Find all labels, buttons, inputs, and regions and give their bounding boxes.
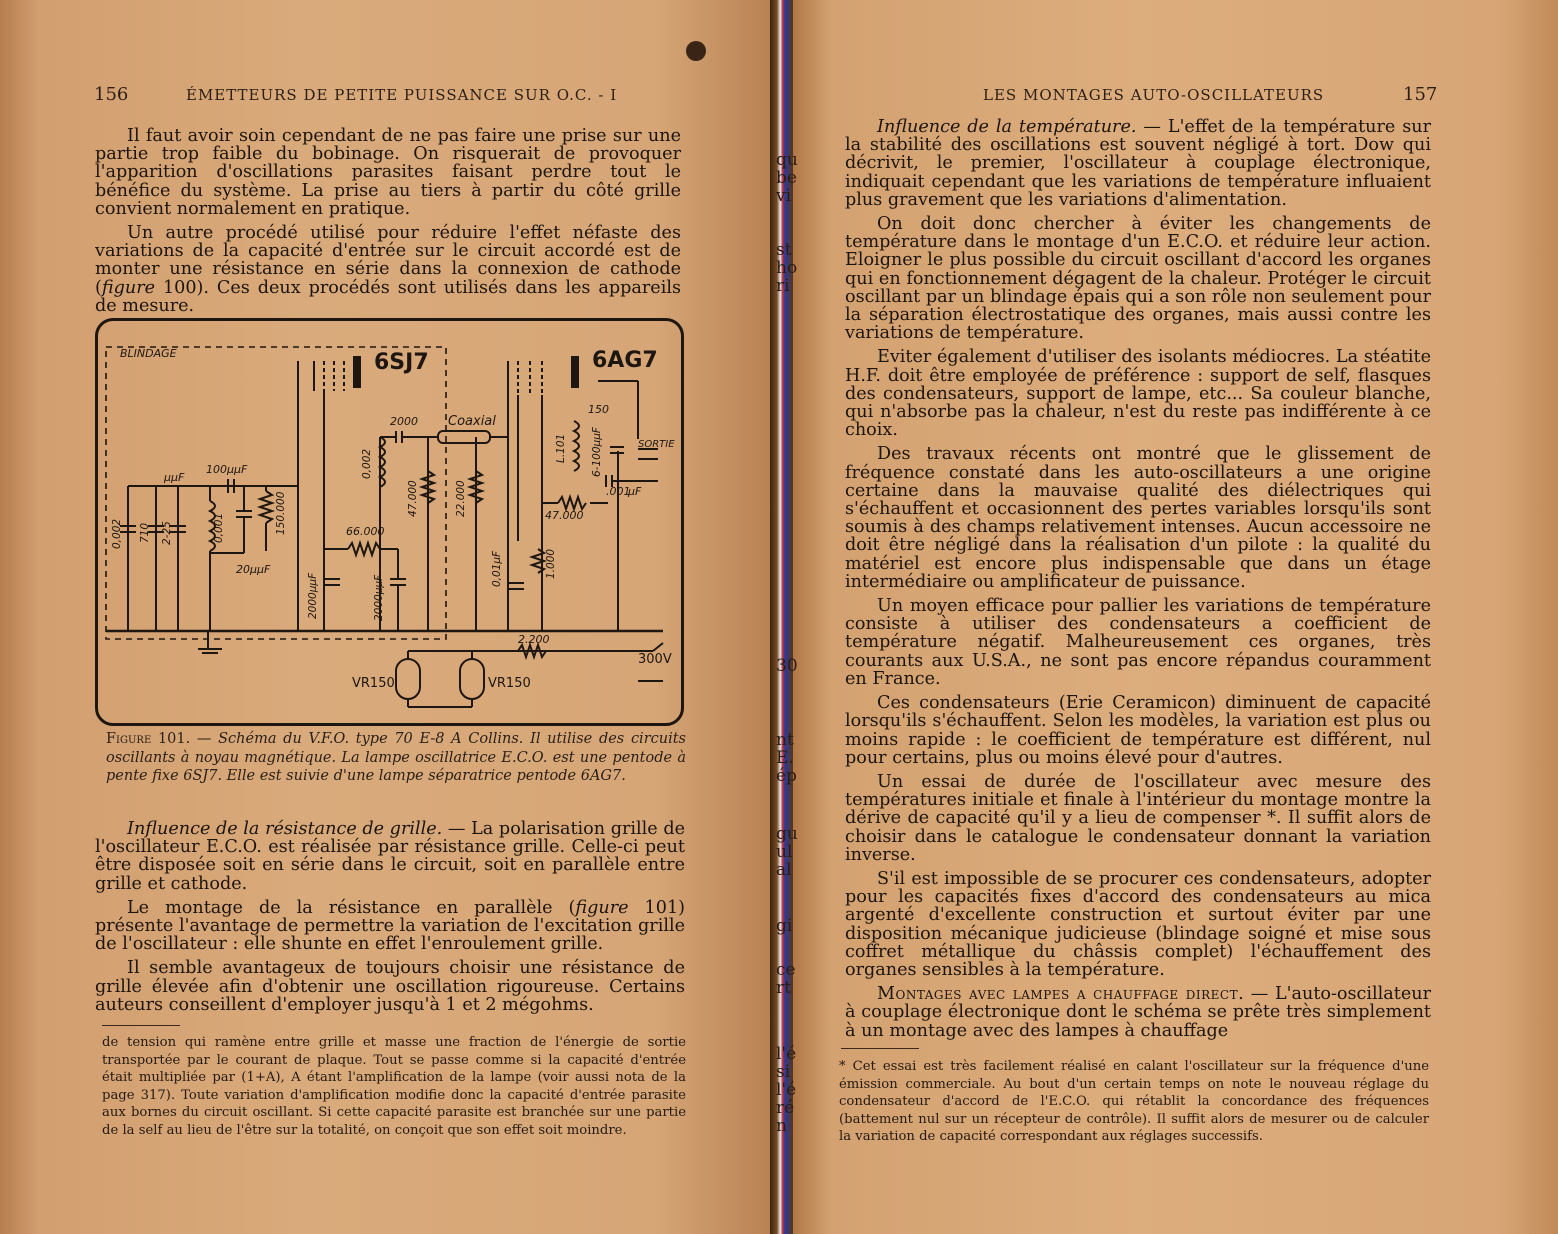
- figure-caption: Figure 101. — Schéma du V.F.O. type 70 E-8 A Collins. Il utilise des circuits oscillants à noyau magnétique. La lampe oscillatrice E.C.O. est une pentode à pente fixe 6SJ7. Elle est suivie d'une lampe séparatrice pentode 6AG7.: [106, 731, 686, 784]
- label-66000: 66.000: [346, 525, 385, 538]
- running-head-right: LES MONTAGES AUTO-OSCILLATEURS: [983, 86, 1325, 104]
- page-number-left: 156: [94, 84, 129, 105]
- label-c-6100uuf: 6-100µµF: [591, 427, 603, 477]
- label-300v: 300V: [638, 652, 672, 667]
- label-20uuf: 20µµF: [236, 563, 271, 576]
- label-r-22000: 22.000: [455, 480, 467, 517]
- label-r-1000: 1.000: [545, 548, 557, 579]
- label-r-150000: 150.000: [275, 491, 287, 535]
- paragraph: Montages avec lampes a chauffage direct. — L'auto-oscillateur à couplage électronique dont le schéma se prête très simplement à un montage avec des lampes à chauffage: [845, 984, 1431, 1041]
- label-100uuf: 100µµF: [206, 463, 248, 476]
- label-tube-6ag7: 6AG7: [592, 348, 658, 373]
- paragraph: Un essai de durée de l'oscillateur avec mesure des températures initiale et finale à l'intérieur du montage montre la dérive de capacité qu'il y a lieu de compenser *. Il suffit alors de choisir dans le catalogue le condensateur donnant la variation inverse.: [845, 771, 1431, 865]
- paragraph: Un moyen efficace pour pallier les variations de température consiste à utiliser des condensateurs a coefficient de température négatif. Malheureusement ces organes, très courants aux U.S.A., ne sont pas encore répandus couramment en France.: [845, 596, 1431, 689]
- circuit-schematic: [95, 318, 684, 726]
- label-c-2000uuf-b: 2000µµF: [373, 574, 385, 621]
- label-2200: 2.200: [518, 633, 550, 646]
- label-r-47000a: 47.000: [407, 480, 419, 517]
- footnote-rule: [102, 1025, 180, 1026]
- left-page: [0, 0, 770, 1234]
- paragraph: Influence de la température. — L'effet de la température sur la stabilité des oscillations est souvent négligé à tort. Dow qui décrivit, le premier, l'oscillateur à couplage électronique, indiquait cependant que les variations de température influaient plus gravement que les variations d'alimentation.: [845, 117, 1431, 210]
- label-c-0001: 0,001: [213, 512, 225, 543]
- label-coaxial: Coaxial: [448, 414, 496, 429]
- label-uf: µF: [628, 485, 642, 498]
- label-c-2000uuf-a: 2000µµF: [307, 572, 319, 619]
- label-c-0002: 0,002: [111, 518, 123, 549]
- label-uuf-small: µµF: [164, 471, 185, 484]
- left-body-bottom: [95, 820, 685, 1020]
- paragraph: S'il est impossible de se procurer ces condensateurs, adopter pour les capacités fixes d'accord des condensateurs au mica argenté d'excellente construction et surtout éviter par une disposition mécanique judicieuse (blindage soigné et mise sous coffret métallique du châssis complet) l'échauffement des organes sensibles à la température.: [845, 868, 1431, 980]
- paragraph: Il faut avoir soin cependant de ne pas faire une prise sur une partie trop faible du bobinage. On risquerait de provoquer l'apparition d'oscillations parasites faisant perdre tout le bénéfice du système. La prise au tiers à partir du côté grille convient normalement en pratique.: [95, 126, 681, 219]
- right-body: [845, 118, 1431, 1046]
- label-vr150-b: VR150: [488, 676, 531, 691]
- label-l-101: L.101: [555, 433, 567, 463]
- label-l-0002: 0,002: [361, 448, 373, 479]
- label-c-001: .001: [606, 485, 631, 498]
- paragraph: Des travaux récents ont montré que le glissement de fréquence constaté dans les auto-oscillateurs a une origine certaine dans la mauvaise qualité des diélectriques qui s'échauffent et occasionnent des pertes variables lorsqu'ils sont soumis à des champs relativement intenses. Aucun accessoire ne doit être négligé dans la réalisation d'un pilote : la qualité du matériel est encore plus indispensable que dans un étage intermédiaire ou amplificateur de puissance.: [845, 444, 1431, 592]
- label-c-2000-top: 2000: [390, 415, 418, 428]
- page-number-right: 157: [1403, 84, 1438, 105]
- footnote-rule: [841, 1048, 919, 1049]
- paragraph: Il semble avantageux de toujours choisir une résistance de grille élevée afin d'obtenir une oscillation rigoureuse. Certains auteurs conseillent d'employer jusqu'à 1 et 2 mégohms.: [95, 958, 685, 1015]
- ink-spot: [686, 41, 706, 61]
- footnote-right: * Cet essai est très facilement réalisé en calant l'oscillateur sur la fréquence d'une émission commerciale. Au bout d'un certain temps on note le nouveau réglage du condensateur d'accord de l'E.C.O. qui rétablit la concordance des fréquences (battement nul sur un récepteur de contrôle). Il suffit alors de mesurer ou de calculer la variation de capacité correspondant aux réglages successifs.: [839, 1059, 1429, 1144]
- label-sortie: SORTIE: [638, 439, 675, 450]
- right-page: [793, 0, 1558, 1234]
- paragraph: Le montage de la résistance en parallèle (figure 101) présente l'avantage de permettre la variation de l'excitation grille de l'oscillateur : elle shunte en effet l'enroulement grille.: [95, 897, 685, 955]
- label-vr150-a: VR150: [352, 676, 395, 691]
- label-tube-6sj7: 6SJ7: [374, 350, 429, 375]
- underlying-page-fragments: qu be vi st ho ri 30 nt E. ép gu ul al gi ce rt l'é si l'é ré n: [776, 150, 798, 1136]
- paragraph: Influence de la résistance de grille. — La polarisation grille de l'oscillateur E.C.O. est réalisée par résistance grille. Celle-ci peut être disposée soit en série dans le circuit, soit en parallèle entre grille et cathode.: [95, 819, 685, 894]
- paragraph: Ces condensateurs (Erie Ceramicon) diminuent de capacité lorsqu'ils s'échauffent. Selon les modèles, la variation est plus ou moins rapide : le coefficient de température est différent, nul pour certains, plus ou moins élevé pour d'autres.: [845, 693, 1431, 768]
- label-47000b: 47.000: [545, 509, 584, 522]
- running-head-left: ÉMETTEURS DE PETITE PUISSANCE SUR O.C. - I: [186, 86, 618, 104]
- footnote-left: de tension qui ramène entre grille et masse une fraction de l'énergie de sortie transportée par le courant de plaque. Tout se passe comme si la capacité d'entrée était multipliée par (1+A), A étant l'amplification de la lampe (voir aussi nota de la page 317). Toute variation d'amplification modifie donc la capacité d'entrée parasite aux bornes du circuit oscillant. Si cette capacité parasite est branchée sur une partie de la self au lieu de l'être sur la totalité, on conçoit que son effet soit moindre.: [102, 1035, 686, 1138]
- label-blindage: BLINDAGE: [120, 347, 177, 360]
- paragraph: On doit donc chercher à éviter les changements de température dans le montage d'un E.C.O. et réduire leur action. Eloigner le plus possible du circuit oscillant d'accord les organes qui en fonctionnement dégagent de la chaleur. Protéger le circuit oscillant par un blindage épais qui a son rôle non seulement pour la séparation électrostatique des organes, mais aussi contre les variations de température.: [845, 214, 1431, 344]
- left-body-top: [95, 127, 681, 321]
- label-c-225: 2-25: [161, 521, 173, 545]
- label-c-710: 710: [139, 522, 151, 543]
- label-c-001uf: 0,01µF: [491, 550, 503, 587]
- paragraph: Un autre procédé utilisé pour réduire l'effet néfaste des variations de la capacité d'entrée sur le circuit accordé est de monter une résistance en série dans la connexion de cathode (figure 100). Ces deux procédés sont utilisés dans les appareils de mesure.: [95, 223, 681, 316]
- paragraph: Eviter également d'utiliser des isolants médiocres. La stéatite H.F. doit être employée de préférence : support de self, flasques des condensateurs, support de lampe, etc... Sa couleur blanche, qui n'absorbe pas la chaleur, n'est du reste pas indifférente à ce choix.: [845, 347, 1431, 441]
- label-c-150: 150: [588, 403, 609, 416]
